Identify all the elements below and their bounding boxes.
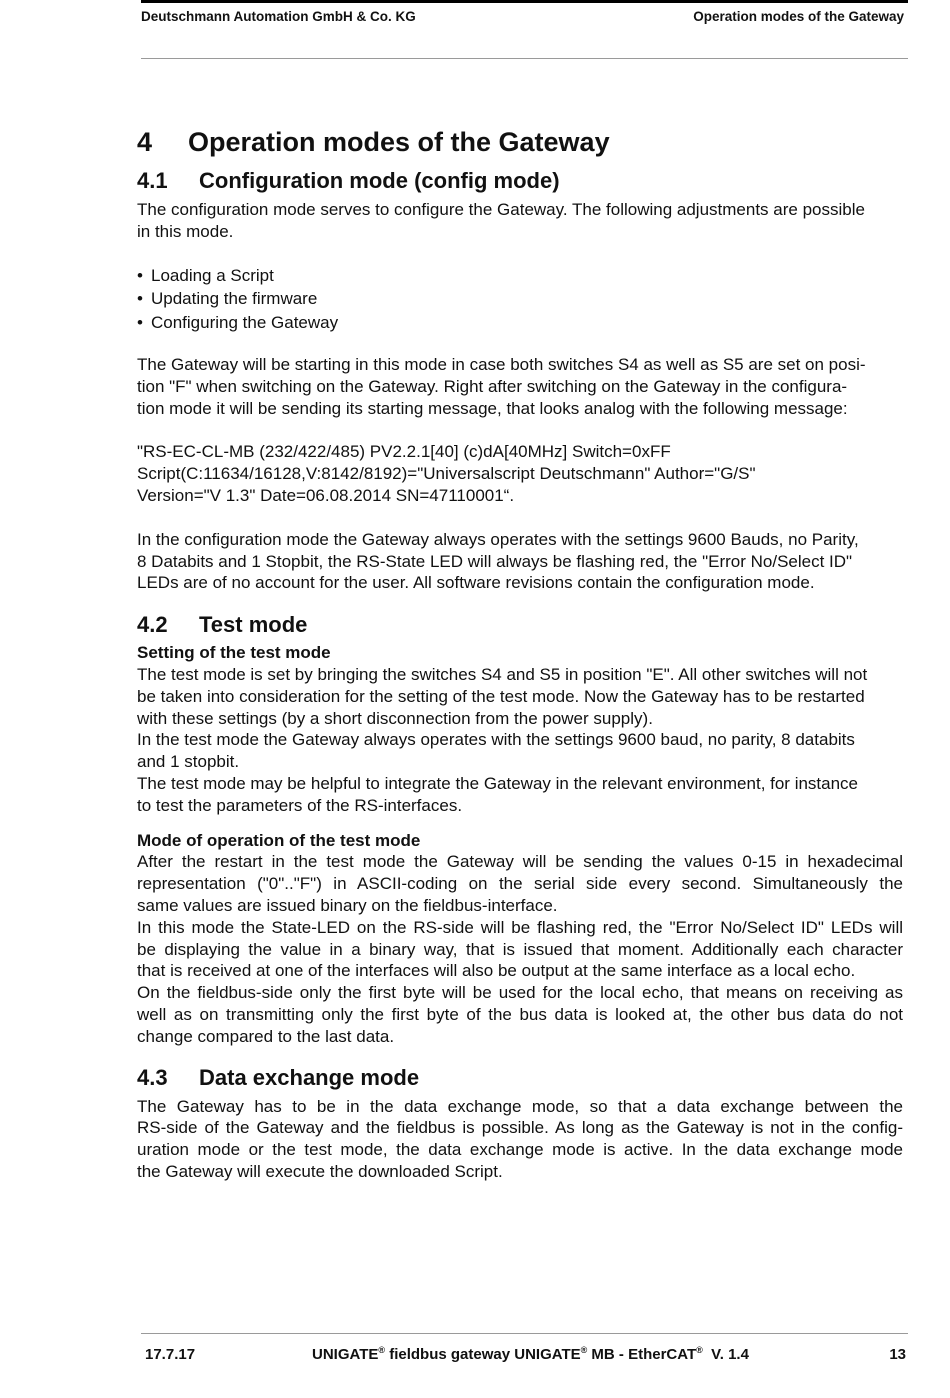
section-title: Configuration mode (config mode) — [199, 168, 560, 193]
text-line: be taken into consideration for the setting of the test mode. Now the Gateway has to be restarted — [137, 686, 865, 706]
config-intro — [137, 199, 903, 243]
config-startup-paragraph — [137, 354, 903, 419]
section-number: 4.1 — [137, 168, 168, 193]
page-footer — [141, 1346, 908, 1368]
footer-brand: UNIGATE — [312, 1346, 379, 1363]
startup-message — [137, 441, 903, 506]
text-line: 8 Databits and 1 Stopbit, the RS-State LED will always be flashing red, the "Error No/Select ID" — [137, 551, 853, 571]
text-line: Version="V 1.3" Date=06.08.2014 SN=47110001“. — [137, 486, 515, 506]
section-4-2-heading — [137, 610, 903, 640]
section-4-1-heading — [137, 166, 903, 196]
text-line: LEDs are of no account for the user. All software revisions contain the configuration mode. — [137, 573, 815, 593]
list-item: • Updating the firmware — [137, 287, 903, 311]
text-line: same values are issued binary on the fieldbus-interface. — [137, 896, 558, 916]
test-mode-setting-text — [137, 664, 903, 817]
data-exchange-text — [137, 1096, 903, 1183]
text-line: representation ("0".."F") in ASCII-coding on the serial side every second. Simultaneously the — [137, 874, 903, 894]
chapter-title: Operation modes of the Gateway — [188, 127, 610, 157]
footer-title — [312, 1346, 749, 1363]
text-line: the Gateway will execute the downloaded Script. — [137, 1162, 503, 1181]
text-line: In the test mode the Gateway always operates with the settings 9600 baud, no parity, 8 databits — [137, 730, 855, 750]
subheading-setting-test-mode: Setting of the test mode — [137, 643, 331, 663]
text-line: well as on transmitting only the first byte of the bus data is looked at, the other bus data do not — [137, 1005, 903, 1025]
text-line: In this mode the State-LED on the RS-side will be flashing red, the "Error No/Select ID" LEDs will — [137, 917, 903, 937]
section-number: 4.3 — [137, 1064, 168, 1090]
text-line: Script(C:11634/16128,V:8142/8192)="Universalscript Deutschmann" Author="G/S" — [137, 464, 756, 484]
text-line: The Gateway has to be in the data exchange mode, so that a data exchange between the — [137, 1096, 903, 1116]
footer-divider — [141, 1333, 908, 1334]
text-line: The Gateway will be starting in this mode in case both switches S4 as well as S5 are set on posi- — [137, 355, 866, 375]
chapter-heading — [137, 123, 903, 161]
text-line: RS-side of the Gateway and the fieldbus is possible. As long as the Gateway is not in the config- — [137, 1118, 903, 1138]
chapter-number: 4 — [137, 127, 153, 157]
text-line: The configuration mode serves to configure the Gateway. The following adjustments are possible — [137, 200, 865, 219]
text-line: uration mode or the test mode, the data exchange mode is active. In the data exchange mode — [137, 1140, 903, 1160]
config-settings-paragraph — [137, 529, 903, 594]
text-line: The test mode is set by bringing the switches S4 and S5 in position "E". All other switches will not — [137, 665, 868, 685]
list-item: • Loading a Script — [137, 264, 903, 288]
text-line: in this mode. — [137, 221, 234, 241]
text-line: tion "F" when switching on the Gateway. Right after switching on the Gateway in the configura- — [137, 376, 848, 396]
header-chapter: Operation modes of the Gateway — [693, 9, 904, 24]
text-line: "RS-EC-CL-MB (232/422/485) PV2.2.1[40] (c)dA[40MHz] Switch=0xFF — [137, 442, 671, 462]
page-number: 13 — [889, 1346, 906, 1363]
footer-date: 17.7.17 — [145, 1346, 196, 1363]
text-line: be displaying the value in a binary way, that is issued that moment. Additionally each character — [137, 939, 903, 959]
section-4-3-heading — [137, 1063, 903, 1093]
list-item: • Configuring the Gateway — [137, 311, 903, 335]
text-line: that is received at one of the interfaces will also be output at the same interface as a local echo. — [137, 961, 856, 981]
text-line: On the fieldbus-side only the first byte will be used for the local echo, that means on receiving as — [137, 983, 903, 1003]
text-line: to test the parameters of the RS-interfaces. — [137, 795, 463, 815]
section-title: Data exchange mode — [199, 1064, 420, 1090]
text-line: tion mode it will be sending its starting message, that looks analog with the following message: — [137, 398, 848, 418]
text-line: In the configuration mode the Gateway always operates with the settings 9600 Bauds, no Parity, — [137, 529, 859, 549]
header-top-rule — [141, 0, 908, 3]
test-mode-operation-text — [137, 851, 903, 1047]
text-line: After the restart in the test mode the Gateway will be sending the values 0-15 in hexadecimal — [137, 852, 903, 872]
text-line: change compared to the last data. — [137, 1026, 395, 1046]
header-divider — [141, 58, 908, 59]
text-line: The test mode may be helpful to integrate the Gateway in the relevant environment, for instance — [137, 774, 859, 794]
footer-title-middle: fieldbus gateway UNIGATE — [385, 1346, 581, 1363]
text-line: with these settings (by a short disconnection from the power supply). — [137, 708, 653, 728]
registered-mark: ® — [696, 1345, 703, 1355]
section-number: 4.2 — [137, 612, 168, 638]
config-bullet-list — [137, 264, 903, 335]
page-content — [137, 123, 903, 1183]
footer-version: V. 1.4 — [702, 1346, 749, 1363]
text-line: and 1 stopbit. — [137, 752, 240, 772]
registered-mark: ® — [580, 1345, 588, 1355]
subheading-operation-test-mode: Mode of operation of the test mode — [137, 830, 421, 850]
footer-product: MB - EtherCAT — [587, 1346, 697, 1363]
header-company: Deutschmann Automation GmbH & Co. KG — [141, 9, 416, 24]
section-title: Test mode — [199, 612, 308, 638]
page-header — [141, 9, 908, 29]
registered-mark: ® — [378, 1345, 386, 1355]
